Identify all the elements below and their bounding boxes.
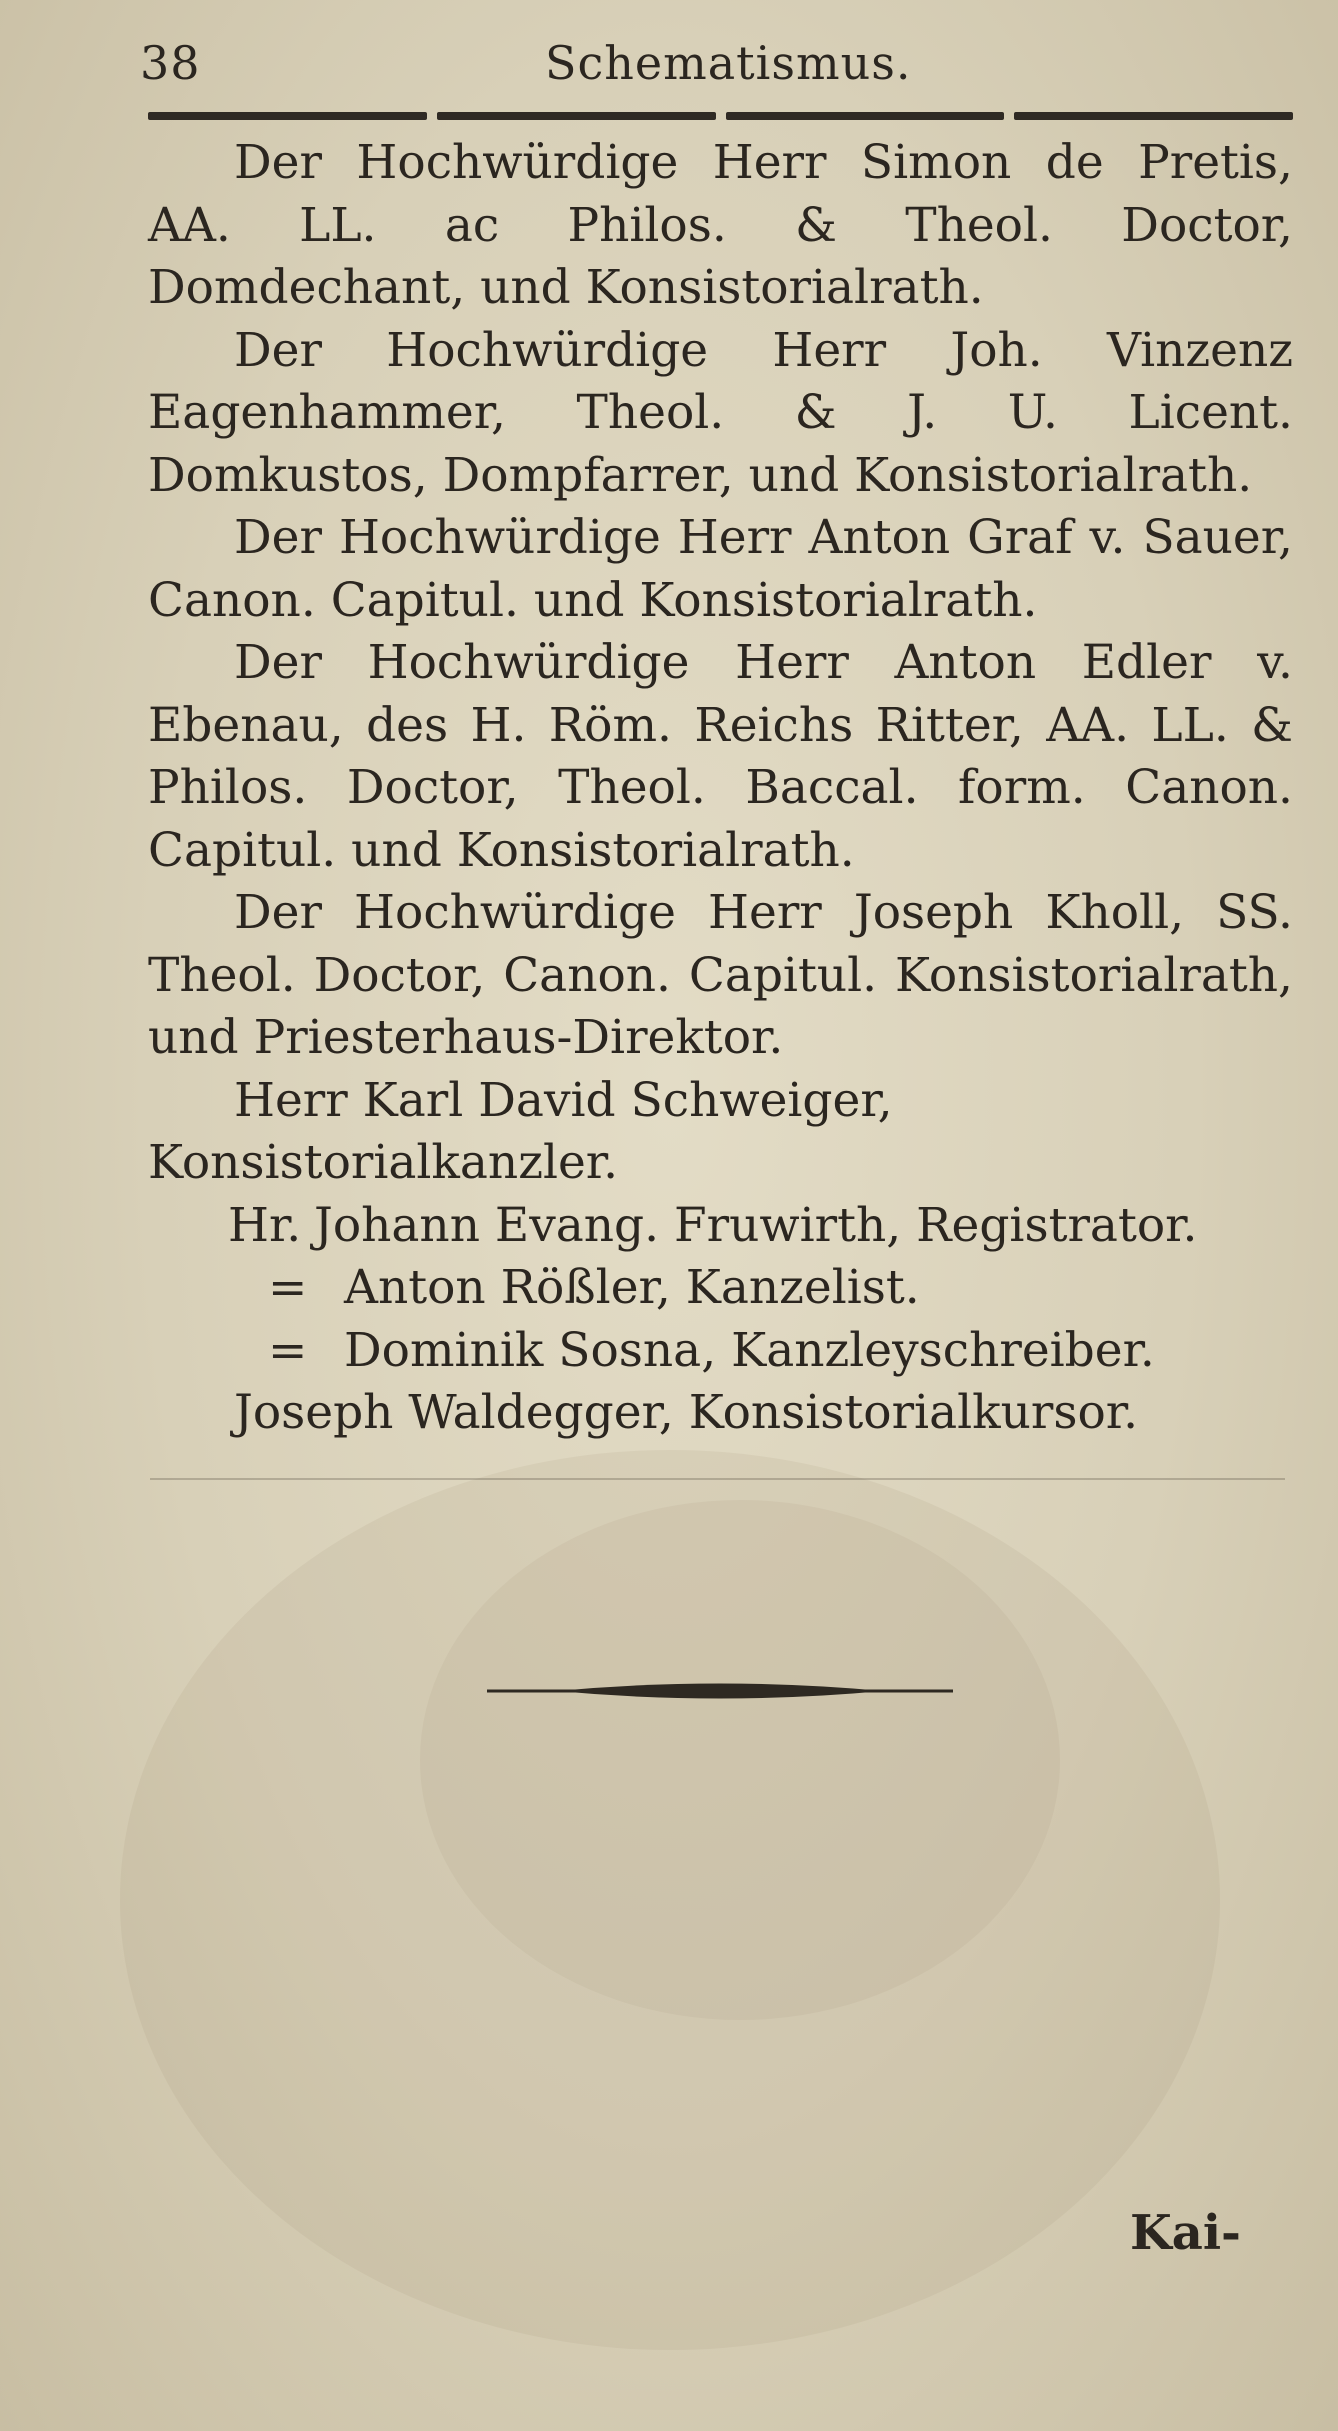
entry-schweiger: Herr Karl David Schweiger, Konsistorialkanzler. (148, 1072, 893, 1190)
entry-domkustos: Der Hochwürdige Herr Joh. Vinzenz Eagenhammer, Theol. & J. U. Licent. Domkustos, Dompfarrer, und Konsistorialrath. (148, 322, 1293, 503)
staff-text: Anton Rößler, Kanzelist. (344, 1260, 920, 1315)
staff-registrator (148, 1195, 1293, 1258)
paper-stain (420, 1500, 1060, 2020)
entry-edler-ebenau: Der Hochwürdige Herr Anton Edler v. Ebenau, des H. Röm. Reichs Ritter, AA. LL. & Philos. Doctor, Theol. Baccal. form. Canon. Capitul. und Konsistorialrath. (148, 635, 1293, 878)
staff-text: Dominik Sosna, Kanzleyschreiber. (344, 1322, 1155, 1378)
page-number: 38 (140, 36, 201, 90)
staff-kanzelist (148, 1257, 1293, 1320)
ornament-rule (487, 1678, 953, 1704)
staff-prefix: Hr. (228, 1197, 302, 1253)
entry-kholl: Der Hochwürdige Herr Joseph Kholl, SS. Theol. Doctor, Canon. Capitul. Konsistorialrath, und Priesterhaus-Direktor. (148, 885, 1293, 1065)
staff-text: Johann Evang. Fruwirth, Registrator. (314, 1197, 1198, 1253)
ditto-mark: = (268, 1322, 308, 1378)
ditto-mark: = (268, 1260, 308, 1315)
entry-graf-sauer: Der Hochwürdige Herr Anton Graf v. Sauer, Canon. Capitul. und Konsistorialrath. (148, 510, 1293, 628)
entry-domdechant: Der Hochwürdige Herr Simon de Pretis, AA. LL. ac Philos. & Theol. Doctor, Domdechant, und Konsistorialrath. (148, 135, 1293, 315)
staff-kanzleyschreiber (148, 1320, 1293, 1383)
catchword: Kai- (1130, 2205, 1241, 2261)
running-title: Schematismus. (545, 36, 912, 90)
bottom-rule (150, 1478, 1285, 1480)
entry-list (148, 132, 1293, 1445)
header-rule (148, 112, 1293, 120)
page-header (140, 30, 1290, 100)
entry-kursor: Joseph Waldegger, Konsistorialkursor. (234, 1385, 1139, 1440)
